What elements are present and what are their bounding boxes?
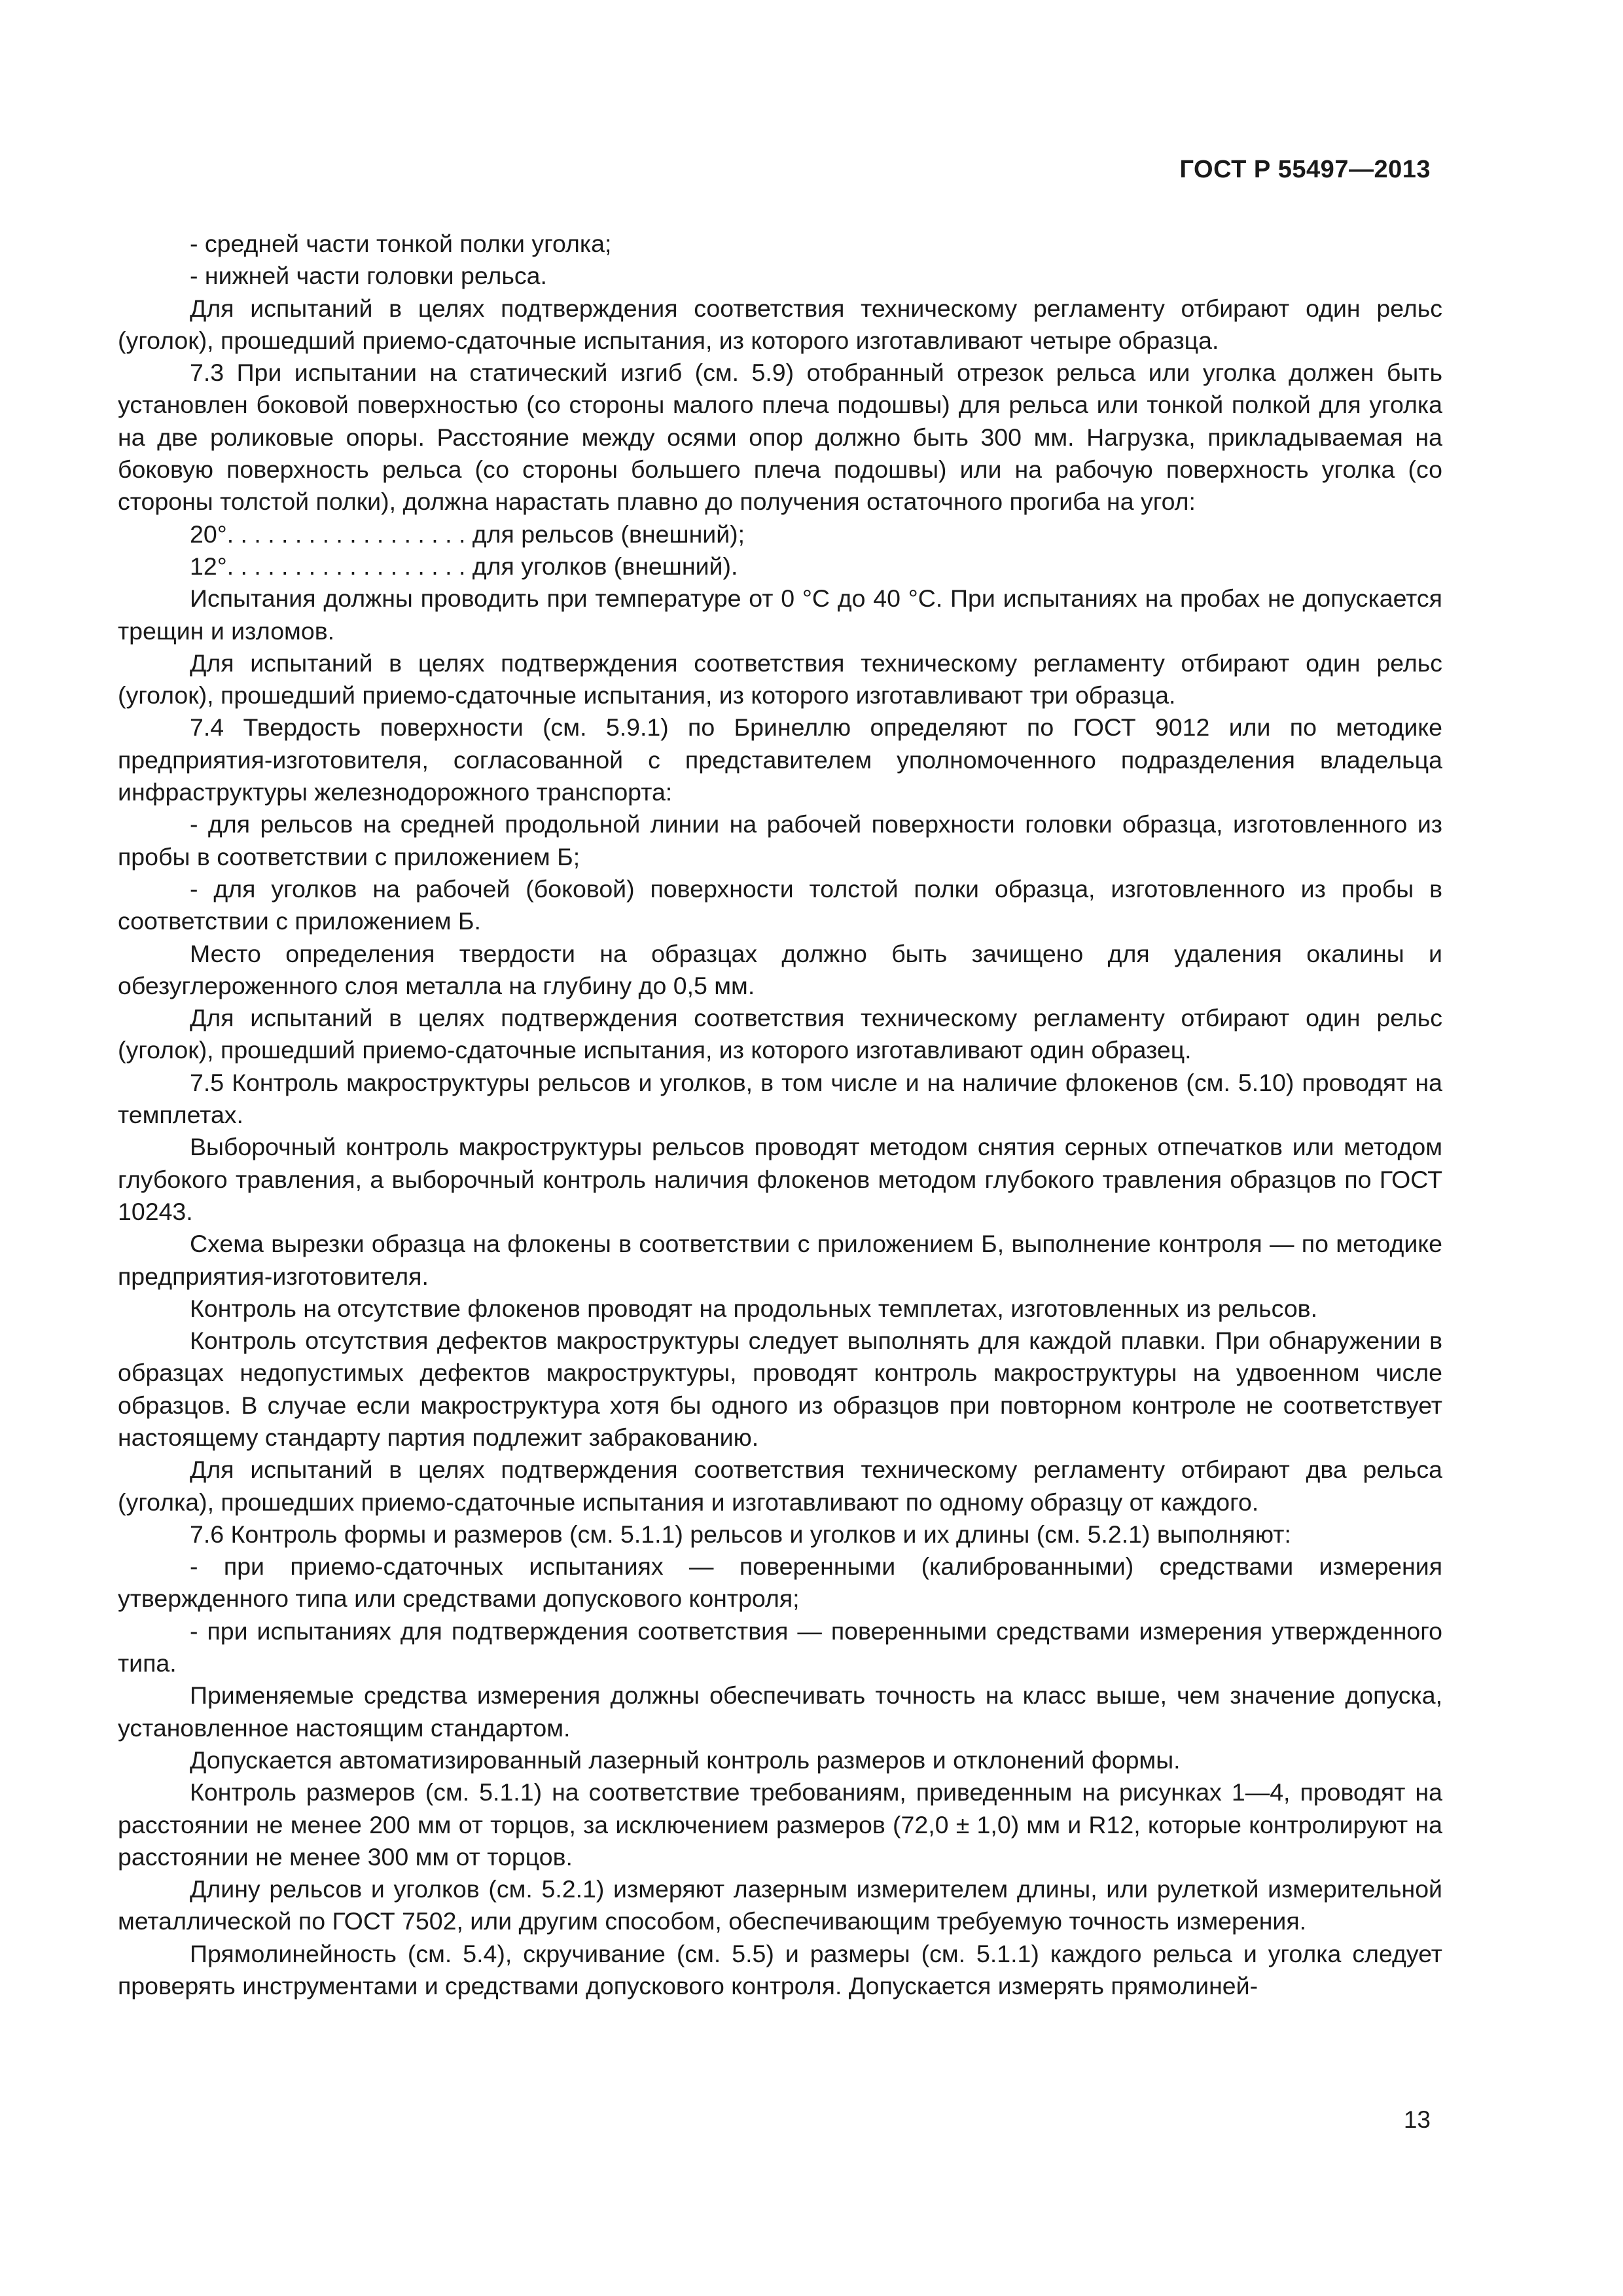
paragraph: 7.6 Контроль формы и размеров (см. 5.1.1) рельсов и уголков и их длины (см. 5.2.1) выполняют: [190,1520,1291,1548]
paragraph: 7.3 При испытании на статический изгиб (см. 5.9) отобранный отрезок рельса или уголка должен быть установлен боковой поверхностью (со стороны малого плеча подошвы) для рельса или тонкой полкой для уголка на две роликовые опоры. Расстояние между осями опор должно быть 300 мм. Нагрузка, прикладываемая на боковую поверхность рельса (со стороны большего плеча подошвы) или на рабочую поверхность уголка (со стороны толстой полки), должна нарастать плавно до получения остаточного прогиба на угол: [118,359,1442,516]
paragraph: 12°. . . . . . . . . . . . . . . . . . для уголков (внешний). [190,552,738,580]
paragraph: Испытания должны проводить при температуре от 0 °С до 40 °С. При испытаниях на пробах не допускается трещин и изломов. [118,584,1442,645]
paragraph: - для уголков на рабочей (боковой) поверхности толстой полки образца, изготовленного из пробы в соответствии с приложением Б. [118,874,1442,935]
paragraph: Для испытаний в целях подтверждения соответствия техническому регламенту отбирают два рельса (уголка), прошедших приемо-сдаточные испытания и изготавливают по одному образцу от каждого. [118,1456,1442,1516]
paragraph: Схема вырезки образца на флокены в соответствии с приложением Б, выполнение контроля — по методике предприятия-изготовителя. [118,1230,1442,1290]
paragraph: Контроль отсутствия дефектов макроструктуры следует выполнять для каждой плавки. При обнаружении в образцах недопустимых дефектов макроструктуры, проводят контроль макроструктуры на удвоенном числе образцов. В случае если макроструктура хотя бы одного из образцов при повторном контроле не соответствует настоящему стандарту партия подлежит забракованию. [118,1327,1442,1451]
paragraph: - средней части тонкой полки уголка; [190,230,612,257]
paragraph: - для рельсов на средней продольной линии на рабочей поверхности головки образца, изготовленного из пробы в соответствии с приложением Б; [118,810,1442,870]
paragraph: - при испытаниях для подтверждения соответствия — поверенными средствами измерения утвержденного типа. [118,1617,1442,1677]
paragraph: Для испытаний в целях подтверждения соответствия техническому регламенту отбирают один рельс (уголок), прошедший приемо-сдаточные испытания, из которого изготавливают три образца. [118,649,1442,709]
paragraph: Допускается автоматизированный лазерный контроль размеров и отклонений формы. [190,1746,1181,1774]
document-body [118,228,1442,2002]
document-header: ГОСТ Р 55497—2013 [1179,156,1431,183]
paragraph: 7.4 Твердость поверхности (см. 5.9.1) по Бринеллю определяют по ГОСТ 9012 или по методике предприятия-изготовителя, согласованной с представителем уполномоченного подразделения владельца инфраструктуры железнодорожного транспорта: [118,713,1442,806]
paragraph: Для испытаний в целях подтверждения соответствия техническому регламенту отбирают один рельс (уголок), прошедший приемо-сдаточные испытания, из которого изготавливают четыре образца. [118,294,1442,354]
page-number: 13 [1403,2106,1431,2133]
paragraph: Для испытаний в целях подтверждения соответствия техническому регламенту отбирают один рельс (уголок), прошедший приемо-сдаточные испытания, из которого изготавливают один образец. [118,1004,1442,1064]
paragraph: 20°. . . . . . . . . . . . . . . . . . для рельсов (внешний); [190,520,745,548]
paragraph: Контроль размеров (см. 5.1.1) на соответствие требованиям, приведенным на рисунках 1—4, проводят на расстоянии не менее 200 мм от торцов, за исключением размеров (72,0 ± 1,0) мм и R12, которые контролируют на расстоянии не менее 300 мм от торцов. [118,1778,1442,1871]
paragraph: Выборочный контроль макроструктуры рельсов проводят методом снятия серных отпечатков или методом глубокого травления, а выборочный контроль наличия флокенов методом глубокого травления образцов по ГОСТ 10243. [118,1133,1442,1225]
paragraph: Контроль на отсутствие флокенов проводят на продольных темплетах, изготовленных из рельсов. [190,1294,1318,1322]
paragraph: Применяемые средства измерения должны обеспечивать точность на класс выше, чем значение допуска, установленное настоящим стандартом. [118,1681,1442,1742]
paragraph: Длину рельсов и уголков (см. 5.2.1) измеряют лазерным измерителем длины, или рулеткой измерительной металлической по ГОСТ 7502, или другим способом, обеспечивающим требуемую точность измерения. [118,1875,1442,1935]
paragraph: - при приемо-сдаточных испытаниях — поверенными (калиброванными) средствами измерения утвержденного типа или средствами допускового контроля; [118,1552,1442,1613]
paragraph: Прямолинейность (см. 5.4), скручивание (см. 5.5) и размеры (см. 5.1.1) каждого рельса и уголка следует проверять инструментами и средствами допускового контроля. Допускается измерять прямолиней- [118,1939,1442,2000]
paragraph: - нижней части головки рельса. [190,262,547,290]
paragraph: Место определения твердости на образцах должно быть зачищено для удаления окалины и обезуглероженного слоя металла на глубину до 0,5 мм. [118,939,1442,999]
paragraph: 7.5 Контроль макроструктуры рельсов и уголков, в том числе и на наличие флокенов (см. 5.10) проводят на темплетах. [118,1068,1442,1129]
